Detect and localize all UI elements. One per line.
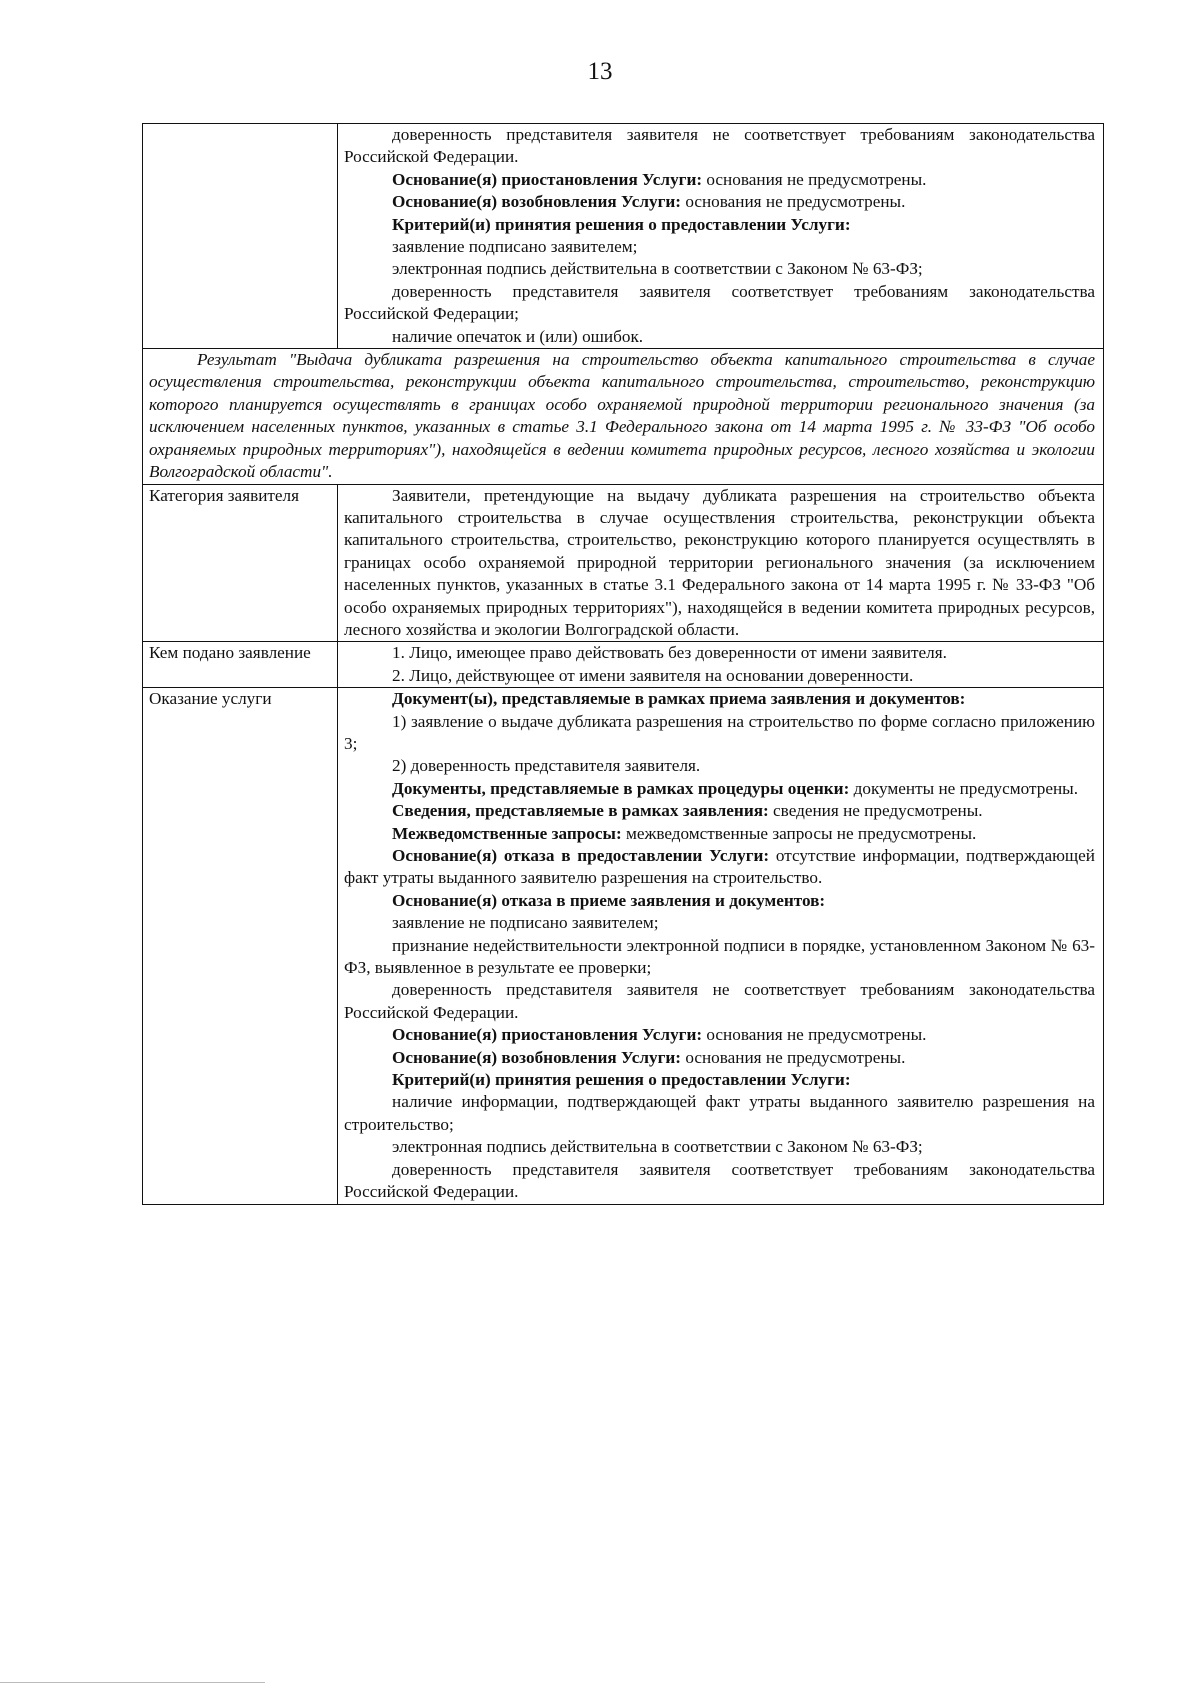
service-bold-heading: Основание(я) возобновления Услуги: <box>392 1047 682 1067</box>
service-lines <box>344 688 1095 1203</box>
submitted-by-content-cell <box>338 642 1104 688</box>
service-paragraph <box>344 1024 1095 1046</box>
service-paragraph <box>344 1091 1095 1136</box>
service-paragraph <box>344 979 1095 1024</box>
service-text: основания не предусмотрены. <box>681 1047 906 1067</box>
service-bold-heading: Сведения, представляемые в рамках заявления: <box>392 801 769 821</box>
service-text: отсутствие информации, подтверждающей факт утраты выданного заявителю разрешения на строительство. <box>344 846 1095 888</box>
continuation-text: доверенность представителя заявителя не соответствует требованиям законодательства Российской Федерации. <box>344 125 1095 167</box>
continuation-paragraph <box>344 281 1095 326</box>
service-bold-heading: Основание(я) отказа в приеме заявления и документов: <box>392 890 826 910</box>
service-bold-heading: Основание(я) приостановления Услуги: <box>392 1025 703 1045</box>
continuation-text: наличие опечаток и (или) ошибок. <box>392 326 644 346</box>
service-paragraph <box>344 800 1095 822</box>
service-text: сведения не предусмотрены. <box>768 801 983 821</box>
service-paragraph <box>344 1047 1095 1069</box>
service-paragraph <box>344 823 1095 845</box>
service-paragraph <box>344 912 1095 934</box>
scan-edge-line <box>0 1682 265 1683</box>
service-paragraph <box>344 1069 1095 1091</box>
service-paragraph <box>344 688 1095 710</box>
service-text: электронная подпись действительна в соответствии с Законом № 63-ФЗ; <box>392 1137 923 1157</box>
service-text: заявление не подписано заявителем; <box>392 913 659 933</box>
continuation-paragraph <box>344 326 1095 348</box>
submitted-by-item-2: 2. Лицо, действующее от имени заявителя на основании доверенности. <box>392 665 914 685</box>
continuation-paragraph <box>344 214 1095 236</box>
service-table <box>142 123 1104 1205</box>
service-text: документы не предусмотрены. <box>849 778 1078 798</box>
continuation-text: доверенность представителя заявителя соответствует требованиям законодательства Российской Федерации; <box>344 281 1095 324</box>
continuation-text: электронная подпись действительна в соответствии с Законом № 63-ФЗ; <box>392 259 923 279</box>
result-heading-cell <box>143 349 1104 484</box>
table-row-submitted-by <box>143 642 1104 688</box>
continuation-bold-heading: Основание(я) возобновления Услуги: <box>392 192 682 212</box>
service-paragraph <box>344 890 1095 912</box>
continuation-content-cell <box>338 124 1104 349</box>
service-text: основания не предусмотрены. <box>702 1025 927 1045</box>
submitted-by-item-1: 1. Лицо, имеющее право действовать без доверенности от имени заявителя. <box>392 643 947 663</box>
service-paragraph <box>344 845 1095 890</box>
service-paragraph <box>344 755 1095 777</box>
page-number: 13 <box>587 58 613 85</box>
service-text: межведомственные запросы не предусмотрены. <box>621 823 977 843</box>
submitted-by-label: Кем подано заявление <box>143 642 338 688</box>
service-bold-heading: Документ(ы), представляемые в рамках приема заявления и документов: <box>392 689 966 709</box>
continuation-bold-heading: Основание(я) приостановления Услуги: <box>392 169 703 189</box>
table-row-category <box>143 484 1104 642</box>
service-text: 2) доверенность представителя заявителя. <box>392 756 701 776</box>
result-heading: Результат "Выдача дубликата разрешения на строительство объекта капитального строительства в случае осуществления строительства, реконструкции объекта капитального строительства, строительство, реконструкцию которого планируется осуществлять в границах особо охраняемой природной территории регионального значения (за исключением населенных пунктов, указанных в статье 3.1 Федерального закона от 14 марта 1995 г. № 33-ФЗ "Об особо охраняемых природных территориях"), находящейся в ведении комитета природных ресурсов, лесного хозяйства и экологии Волгоградской области". <box>149 350 1095 482</box>
service-paragraph <box>344 1136 1095 1158</box>
continuation-paragraph <box>344 191 1095 213</box>
continuation-label-cell <box>143 124 338 349</box>
continuation-bold-heading: Критерий(и) принятия решения о предоставлении Услуги: <box>392 214 851 234</box>
service-paragraph <box>344 778 1095 800</box>
service-paragraph <box>344 711 1095 756</box>
continuation-text: основания не предусмотрены. <box>681 192 906 212</box>
service-content-cell <box>338 688 1104 1204</box>
category-content-cell <box>338 484 1104 642</box>
service-label: Оказание услуги <box>143 688 338 1204</box>
service-bold-heading: Основание(я) отказа в предоставлении Услуги: <box>392 846 770 865</box>
continuation-lines <box>344 124 1095 348</box>
category-label: Категория заявителя <box>143 484 338 642</box>
continuation-paragraph <box>344 258 1095 280</box>
continuation-text: заявление подписано заявителем; <box>392 237 638 257</box>
service-text: наличие информации, подтверждающей факт утраты выданного заявителю разрешения на строительство; <box>344 1092 1095 1134</box>
service-bold-heading: Критерий(и) принятия решения о предоставлении Услуги: <box>392 1070 851 1090</box>
table-row-result-heading <box>143 349 1104 484</box>
continuation-text: основания не предусмотрены. <box>702 169 927 189</box>
continuation-paragraph <box>344 236 1095 258</box>
service-text: 1) заявление о выдаче дубликата разрешения на строительство по форме согласно приложению 3; <box>344 711 1095 753</box>
service-text: доверенность представителя заявителя не соответствует требованиям законодательства Российской Федерации. <box>344 980 1095 1022</box>
continuation-paragraph <box>344 169 1095 191</box>
continuation-paragraph <box>344 124 1095 169</box>
service-bold-heading: Межведомственные запросы: <box>392 823 622 843</box>
service-text: признание недействительности электронной подписи в порядке, установленном Законом № 63-ФЗ, выявленное в результате ее проверки; <box>344 935 1095 978</box>
table-row-continuation <box>143 124 1104 349</box>
service-paragraph <box>344 935 1095 980</box>
table-row-service <box>143 688 1104 1204</box>
category-text: Заявители, претендующие на выдачу дубликата разрешения на строительство объекта капитального строительства в случае осуществления строительства, реконструкции объекта капитального строительства, строительство, реконструкцию которого планируется осуществлять в границах особо охраняемой природной территории регионального значения (за исключением населенных пунктов, указанных в статье 3.1 Федерального закона от 14 марта 1995 г. № 33-ФЗ "Об особо охраняемых природных территориях"), находящейся в ведении комитета природных ресурсов, лесного хозяйства и экологии Волгоградской области. <box>344 485 1095 639</box>
service-paragraph <box>344 1159 1095 1204</box>
service-bold-heading: Документы, представляемые в рамках процедуры оценки: <box>392 778 850 798</box>
service-text: доверенность представителя заявителя соответствует требованиям законодательства Российской Федерации. <box>344 1159 1095 1202</box>
